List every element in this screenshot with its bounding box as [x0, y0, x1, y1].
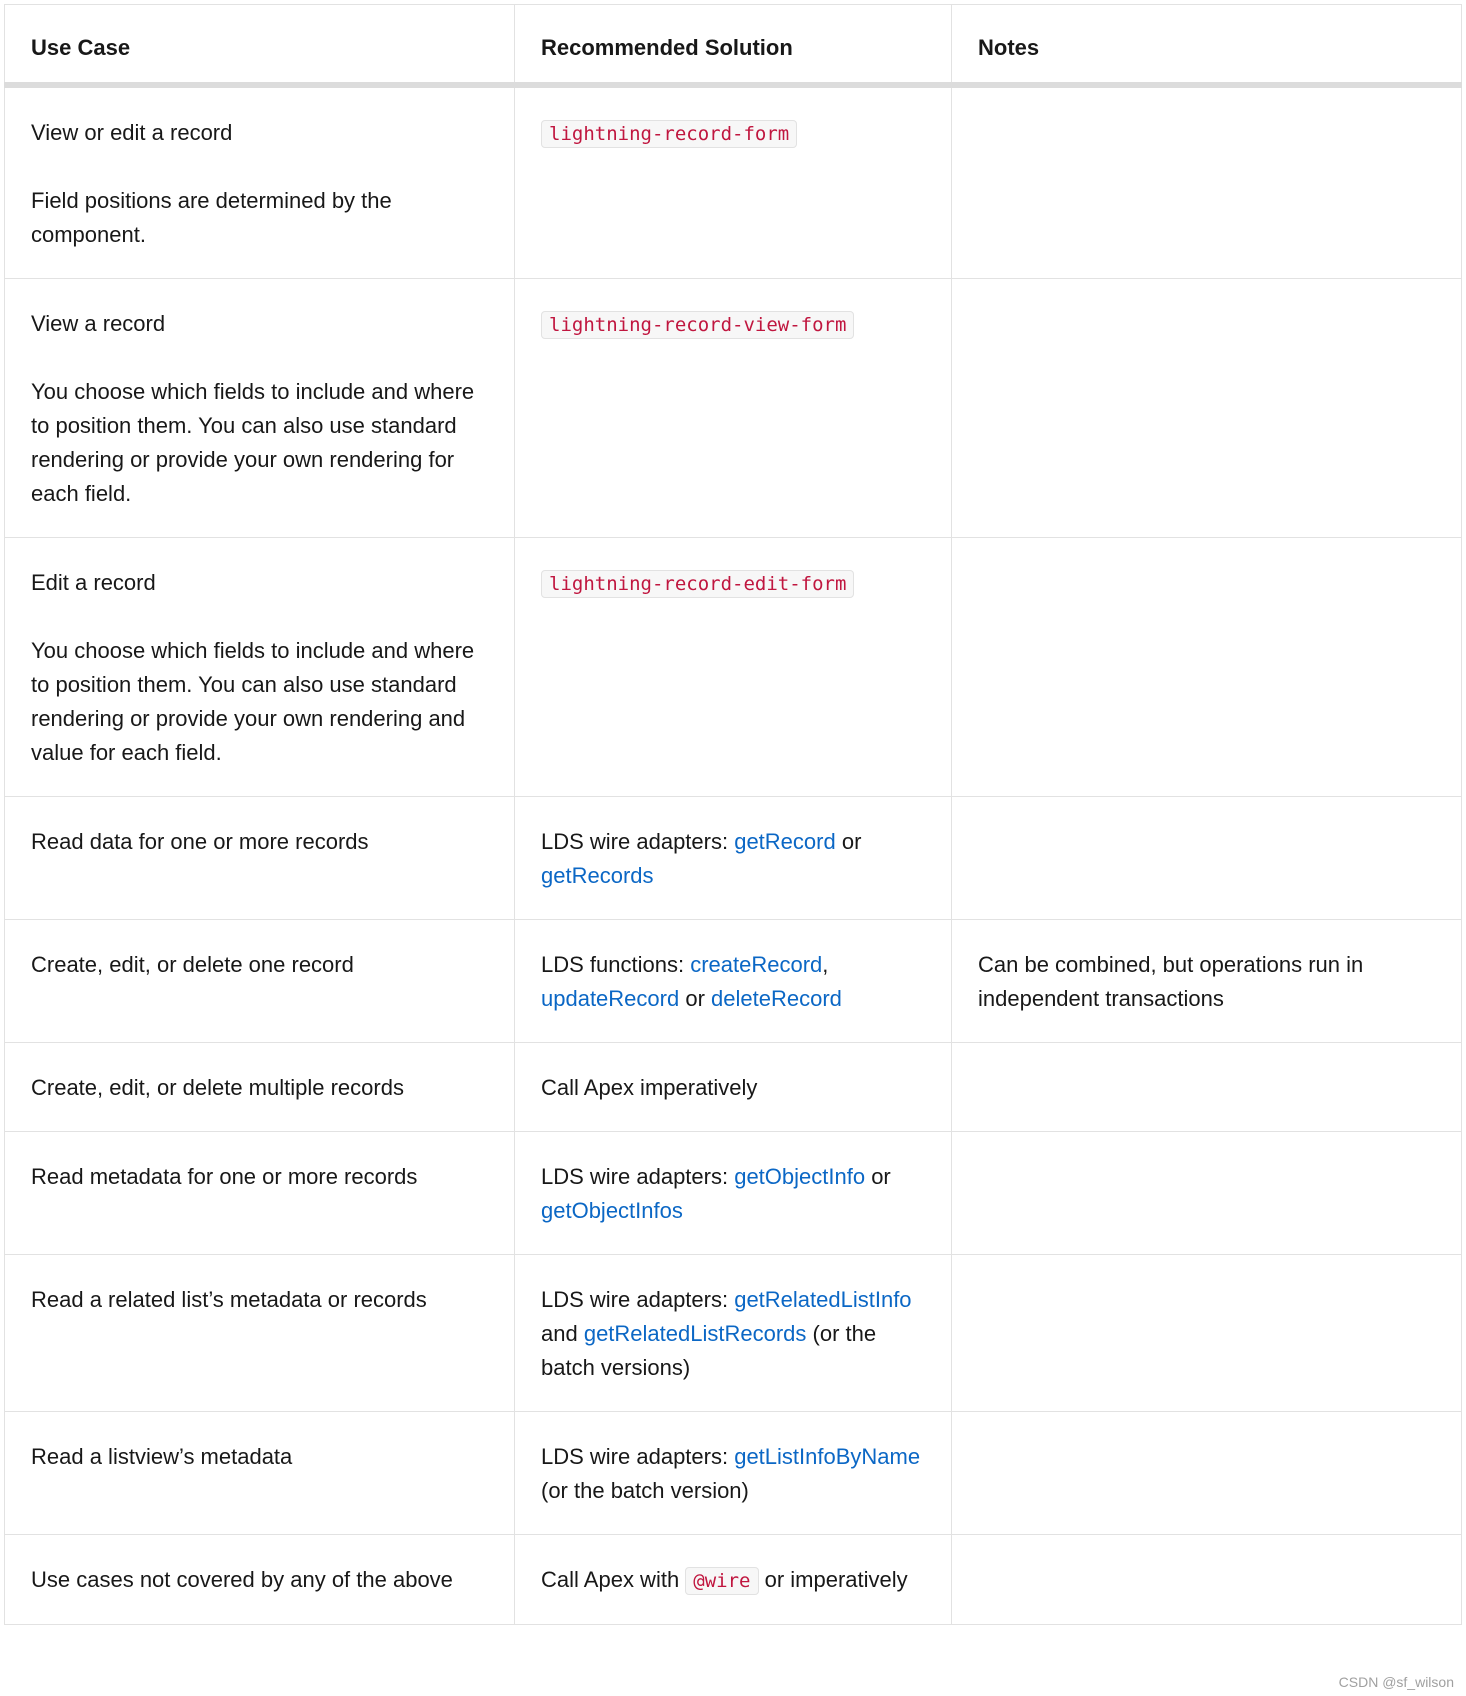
use-case-description: Field positions are determined by the component.: [31, 187, 392, 247]
table-row: [5, 1131, 1462, 1254]
api-link[interactable]: getRecords: [541, 862, 654, 888]
use-case-cell: [5, 1042, 515, 1131]
api-link[interactable]: updateRecord: [541, 985, 680, 1011]
use-case-cell: [5, 278, 515, 537]
table-row: [5, 278, 1462, 537]
watermark: CSDN @sf_wilson: [1338, 1674, 1454, 1690]
notes-cell: [952, 1411, 1462, 1534]
notes-cell: Can be combined, but operations run in independent transactions: [952, 919, 1462, 1042]
header-recommended-solution: Recommended Solution: [515, 5, 952, 85]
notes-cell: [952, 1042, 1462, 1131]
solution-cell: [515, 1131, 952, 1254]
solution-text: or: [835, 828, 862, 854]
use-case-title: Read a listview’s metadata: [31, 1443, 293, 1469]
code-snippet: @wire: [685, 1567, 758, 1595]
use-case-cell: [5, 537, 515, 796]
solution-text: Call Apex imperatively: [541, 1074, 758, 1100]
solution-text: LDS wire adapters:: [541, 1443, 735, 1469]
solution-text: LDS wire adapters:: [541, 1163, 735, 1189]
table-row: [5, 537, 1462, 796]
solution-text: LDS wire adapters:: [541, 828, 735, 854]
solution-cell: [515, 796, 952, 919]
use-case-title: Read a related list’s metadata or records: [31, 1286, 427, 1312]
use-case-cell: [5, 1131, 515, 1254]
solution-cell: [515, 1534, 952, 1624]
notes-cell: [952, 278, 1462, 537]
solution-text: LDS wire adapters:: [541, 1286, 735, 1312]
table-row: [5, 1254, 1462, 1411]
use-case-cell: [5, 796, 515, 919]
table-row: [5, 919, 1462, 1042]
solution-text: or: [865, 1163, 891, 1189]
table-body: [5, 85, 1462, 1625]
use-case-title: Edit a record: [31, 569, 156, 595]
solution-cell: [515, 278, 952, 537]
notes-cell: [952, 1254, 1462, 1411]
use-case-title: Use cases not covered by any of the above: [31, 1566, 453, 1592]
solution-cell: [515, 1411, 952, 1534]
api-link[interactable]: getListInfoByName: [734, 1443, 921, 1469]
solution-text: (or the batch version): [541, 1477, 749, 1503]
table-row: [5, 1534, 1462, 1624]
solution-text: and: [541, 1320, 584, 1346]
table-row: [5, 796, 1462, 919]
use-case-title: Create, edit, or delete multiple records: [31, 1074, 404, 1100]
api-link[interactable]: getObjectInfo: [734, 1163, 866, 1189]
solution-cell: [515, 1254, 952, 1411]
code-snippet: lightning-record-view-form: [541, 311, 854, 339]
solution-text: ,: [822, 951, 829, 977]
api-link[interactable]: getObjectInfos: [541, 1197, 683, 1223]
solution-text: Call Apex with: [541, 1566, 686, 1592]
use-case-cell: [5, 1534, 515, 1624]
table-row: [5, 1042, 1462, 1131]
api-link[interactable]: createRecord: [690, 951, 823, 977]
use-case-title: View a record: [31, 310, 166, 336]
notes-cell: [952, 1131, 1462, 1254]
use-case-title: Create, edit, or delete one record: [31, 951, 354, 977]
header-use-case: Use Case: [5, 5, 515, 85]
table-row: [5, 85, 1462, 279]
solution-cell: [515, 537, 952, 796]
api-link[interactable]: getRelatedListInfo: [734, 1286, 912, 1312]
use-case-cell: [5, 1411, 515, 1534]
notes-cell: [952, 85, 1462, 279]
api-link[interactable]: getRecord: [734, 828, 836, 854]
header-row: [5, 5, 1462, 85]
use-case-table: [4, 4, 1462, 1625]
use-case-cell: [5, 919, 515, 1042]
header-notes: Notes: [952, 5, 1462, 85]
solution-cell: [515, 85, 952, 279]
use-case-title: View or edit a record: [31, 119, 233, 145]
solution-text: or imperatively: [758, 1566, 908, 1592]
table-row: [5, 1411, 1462, 1534]
use-case-cell: [5, 1254, 515, 1411]
use-case-title: Read metadata for one or more records: [31, 1163, 418, 1189]
solution-text: LDS functions:: [541, 951, 691, 977]
use-case-description: You choose which fields to include and where to position them. You can also use standard rendering or provide your own rendering and value for each field.: [31, 637, 475, 765]
use-case-cell: [5, 85, 515, 279]
notes-cell: [952, 1534, 1462, 1624]
code-snippet: lightning-record-form: [541, 120, 797, 148]
solution-text: (or the batch versions): [541, 1320, 877, 1380]
use-case-description: You choose which fields to include and where to position them. You can also use standard rendering or provide your own rendering for each field.: [31, 378, 475, 506]
solution-cell: [515, 1042, 952, 1131]
notes-cell: [952, 537, 1462, 796]
solution-text: or: [679, 985, 712, 1011]
notes-cell: [952, 796, 1462, 919]
use-case-title: Read data for one or more records: [31, 828, 369, 854]
code-snippet: lightning-record-edit-form: [541, 570, 854, 598]
api-link[interactable]: getRelatedListRecords: [583, 1320, 807, 1346]
api-link[interactable]: deleteRecord: [711, 985, 842, 1011]
solution-cell: [515, 919, 952, 1042]
